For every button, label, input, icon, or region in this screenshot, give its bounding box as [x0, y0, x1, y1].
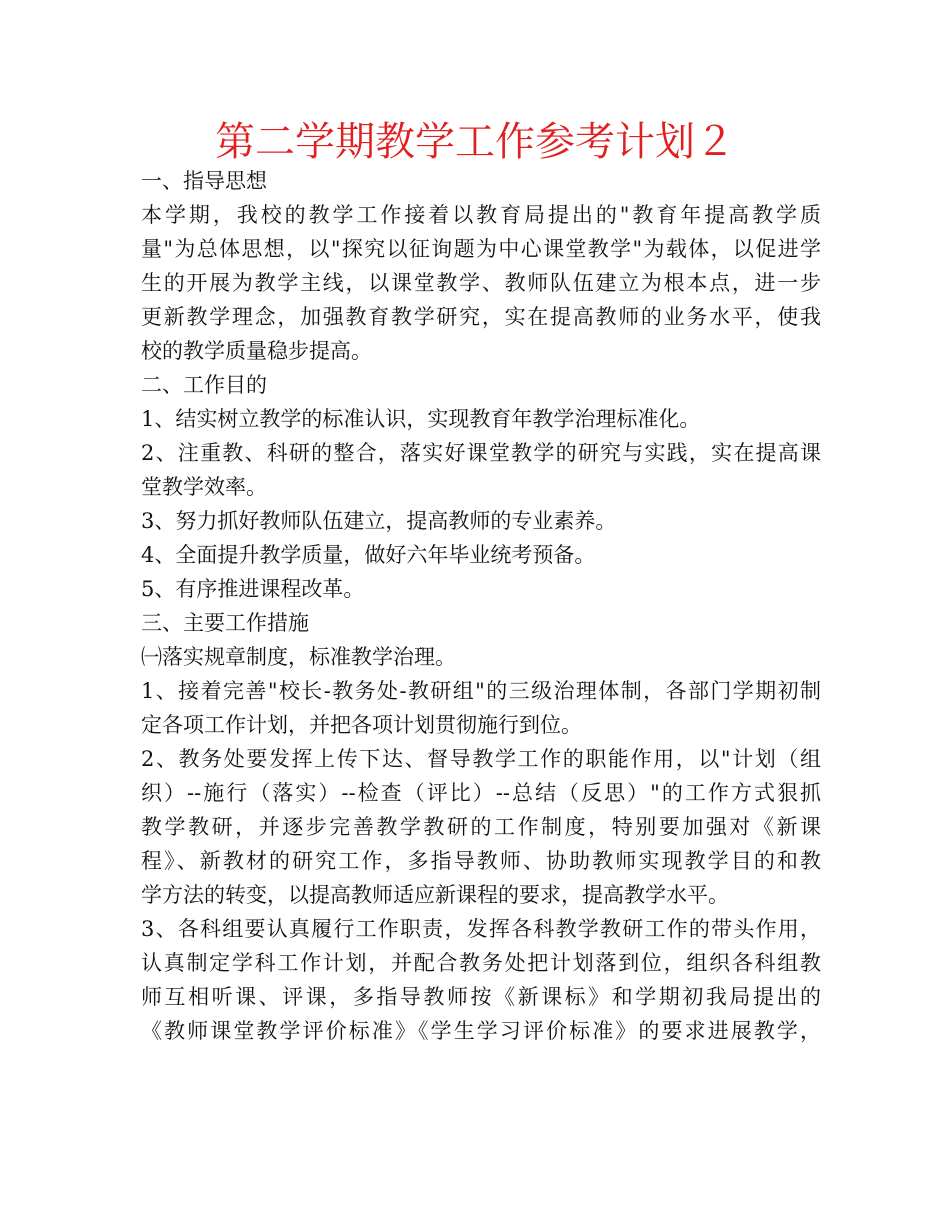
- text-line: 织）--施行（落实）--检查（评比）--总结（反思）"的工作方式狠抓: [141, 781, 821, 805]
- text-line: 定各项工作计划，并把各项计划贯彻施行到位。: [141, 713, 582, 737]
- text-line: 3、各科组要认真履行工作职责，发挥各科教学教研工作的带头作用，: [141, 917, 821, 941]
- text-line: 一、指导思想: [141, 169, 267, 193]
- text-line: 堂教学效率。: [141, 475, 267, 499]
- text-line: 1、接着完善"校长-教务处-教研组"的三级治理体制，各部门学期初制: [141, 679, 821, 703]
- text-line: 三、主要工作措施: [141, 611, 309, 635]
- text-line: 1、结实树立教学的标准认识，实现教育年教学治理标准化。: [141, 407, 701, 431]
- text-line: ㈠落实规章制度，标准教学治理。: [141, 645, 456, 669]
- text-line: 2、注重教、科研的整合，落实好课堂教学的研究与实践，实在提高课: [141, 441, 821, 465]
- text-line: 生的开展为教学主线，以课堂教学、教师队伍建立为根本点，进一步: [141, 271, 821, 295]
- text-line: 师互相听课、评课，多指导教师按《新课标》和学期初我局提出的: [141, 985, 821, 1009]
- text-line: 教学教研，并逐步完善教学教研的工作制度，特别要加强对《新课: [141, 815, 821, 839]
- document-title: 第二学期教学工作参考计划２: [215, 119, 735, 165]
- text-line: 校的教学质量稳步提高。: [141, 339, 372, 363]
- text-line: 4、全面提升教学质量，做好六年毕业统考预备。: [141, 543, 596, 567]
- text-line: 本学期，我校的教学工作接着以教育局提出的"教育年提高教学质: [141, 203, 821, 227]
- text-line: 学方法的转变，以提高教师适应新课程的要求，提高教学水平。: [141, 883, 729, 907]
- text-line: 程》、新教材的研究工作，多指导教师、协助教师实现教学目的和教: [141, 849, 821, 873]
- text-line: 5、有序推进课程改革。: [141, 577, 365, 601]
- text-line: 2、教务处要发挥上传下达、督导教学工作的职能作用，以"计划（组: [141, 747, 821, 771]
- document-body: [141, 164, 821, 1048]
- text-line: 认真制定学科工作计划，并配合教务处把计划落到位，组织各科组教: [141, 951, 821, 975]
- text-line: 更新教学理念，加强教育教学研究，实在提高教师的业务水平，使我: [141, 305, 821, 329]
- text-line: 量"为总体思想，以"探究以征询题为中心课堂教学"为载体，以促进学: [141, 237, 821, 261]
- text-line: 3、努力抓好教师队伍建立，提高教师的专业素养。: [141, 509, 617, 533]
- text-line: 二、工作目的: [141, 373, 267, 397]
- text-line: 《教师课堂教学评价标准》《学生学习评价标准》的要求进展教学，: [141, 1019, 821, 1043]
